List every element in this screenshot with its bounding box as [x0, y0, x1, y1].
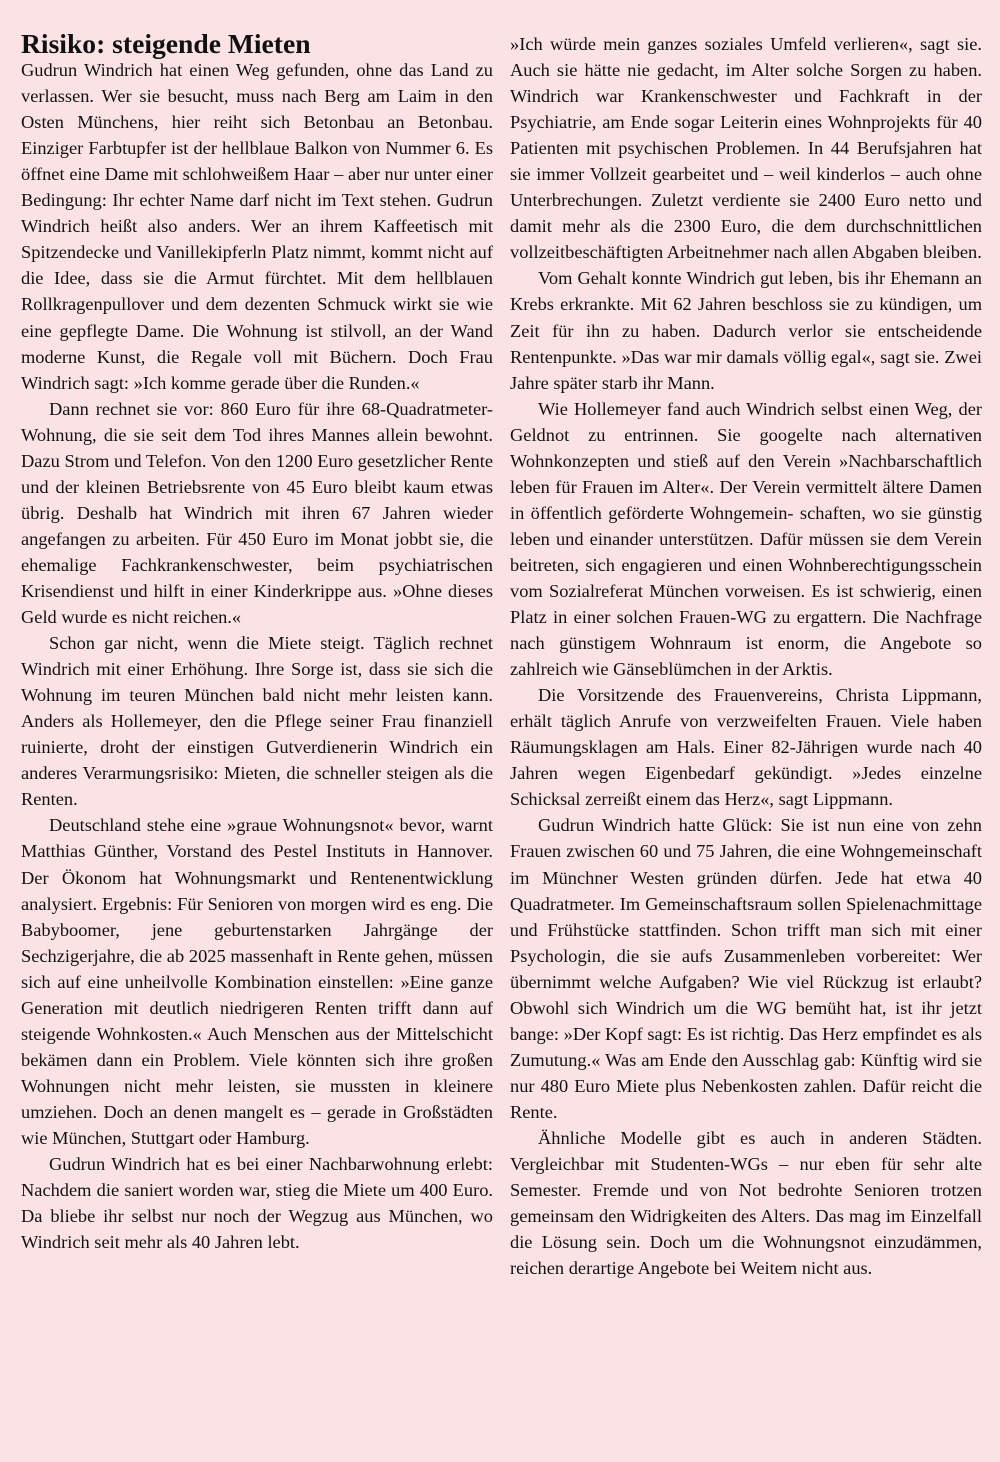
- right-column: [510, 31, 982, 1281]
- paragraph: Gudrun Windrich hat einen Weg gefunden, ohne das Land zu verlassen. Wer sie besucht, muss nach Berg am Laim in den Osten Münchens, hier reiht sich Betonbau an Betonbau. Einziger Farbtupfer ist der hellblaue Balkon von Nummer 6. Es öffnet eine Dame mit schlohweißem Haar – aber nur unter einer Bedingung: Ihr echter Name darf nicht im Text stehen. Gudrun Windrich heißt also anders. Wer an ihrem Kaffeetisch mit Spitzendecke und Vanillekipferln Platz nimmt, kommt nicht auf die Idee, dass sie die Armut fürchtet. Mit dem hellblauen Rollkragenpullover und dem dezenten Schmuck wirkt sie wie eine gepflegte Dame. Die Wohnung ist stilvoll, an der Wand moderne Kunst, die Regale voll mit Büchern. Doch Frau Windrich sagt: »Ich komme gerade über die Runden.«: [21, 60, 493, 393]
- section-heading: Risiko: steigende Mieten: [21, 28, 311, 59]
- paragraph: Die Vorsitzende des Frauenvereins, Christa Lippmann, erhält täglich Anrufe von verzweifelten Frauen. Viele haben Räumungsklagen am Hals. Einer 82-Jährigen wurde nach 40 Jahren wegen Eigenbedarf gekündigt. »Jedes einzelne Schicksal zerreißt einem das Herz«, sagt Lippmann.: [510, 685, 982, 810]
- paragraph: Gudrun Windrich hatte Glück: Sie ist nun eine von zehn Frauen zwischen 60 und 75 Jahren, die eine Wohngemeinschaft im Münchner Westen gründen dürfen. Jede hat etwa 40 Quadratmeter. Im Gemeinschaftsraum sollen Spielenachmittage und Frühstücke stattfinden. Schon trifft man sich mit einer Psychologin, die sie aufs Zusammenleben vorbereitet: Wer übernimmt welche Aufgaben? Wie viel Rückzug ist erlaubt? Obwohl sich Windrich um die WG bemüht hat, ist ihr jetzt bange: »Der Kopf sagt: Es ist richtig. Das Herz empfindet es als Zumutung.« Was am Ende den Ausschlag gab: Künftig wird sie nur 480 Euro Miete plus Nebenkosten zahlen. Dafür reicht die Rente.: [510, 815, 982, 1122]
- paragraph: Ähnliche Modelle gibt es auch in anderen Städten. Vergleichbar mit Studenten-WGs – nur eben für sehr alte Semester. Fremde und von Not bedrohte Senioren trotzen gemeinsam den Widrigkeiten des Alters. Das mag im Einzelfall die Lösung sein. Doch um die Wohnungsnot einzudämmen, reichen derartige Angebote bei Weitem nicht aus.: [510, 1127, 982, 1279]
- paragraph: Schon gar nicht, wenn die Miete steigt. Täglich rechnet Windrich mit einer Erhöhung. Ihre Sorge ist, dass sie sich die Wohnung im teuren München bald nicht mehr leisten kann. Anders als Hollemeyer, den die Pflege seiner Frau finanziell ruinierte, droht der einstigen Gutverdienerin Windrich ein anderes Verarmungsrisiko: Mieten, die schneller steigen als die Renten.: [21, 633, 493, 810]
- left-column: [21, 28, 493, 1255]
- paragraph: Vom Gehalt konnte Windrich gut leben, bis ihr Ehemann an Krebs erkrankte. Mit 62 Jahren beschloss sie zu kündigen, um Zeit für ihn zu haben. Dadurch verlor sie entscheidende Rentenpunkte. »Das war mir damals völlig egal«, sagt sie. Zwei Jahre später starb ihr Mann.: [510, 268, 982, 393]
- paragraph: Wie Hollemeyer fand auch Windrich selbst einen Weg, der Geldnot zu entrinnen. Sie googelte nach alternativen Wohnkonzepten und stieß auf den Verein »Nachbarschaftlich leben für Frauen im Alter«. Der Verein vermittelt ältere Damen in öffentlich geförderte Wohngemein- schaften, wo sie günstig leben und einander unterstützen. Dafür müssen sie dem Verein beitreten, sich engagieren und einen Wohnberechtigungsschein vom Sozialreferat München vorweisen. Es ist schwierig, einen Platz in einer solchen Frauen-WG zu ergattern. Die Nachfrage nach günstigem Wohnraum ist enorm, die Angebote so zahlreich wie Gänseblümchen in der Arktis.: [510, 398, 982, 680]
- paragraph: Gudrun Windrich hat es bei einer Nachbarwohnung erlebt: Nachdem die saniert worden war, stieg die Miete um 400 Euro. Da bliebe ihr selbst nur noch der Wegzug aus München, wo Windrich seit mehr als 40 Jahren lebt.: [21, 1154, 493, 1253]
- paragraph: Deutschland stehe eine »graue Wohnungsnot« bevor, warnt Matthias Günther, Vorstand des Pestel Instituts in Hannover. Der Ökonom hat Wohnungsmarkt und Rentenentwicklung analysiert. Ergebnis: Für Senioren von morgen wird es eng. Die Babyboomer, jene geburtenstarken Jahrgänge der Sechzigerjahre, die ab 2025 massenhaft in Rente gehen, müssen sich auf eine unheilvolle Kombination einstellen: »Eine ganze Generation mit deutlich niedrigeren Renten trifft dann auf steigende Wohnkosten.« Auch Menschen aus der Mittelschicht bekämen dann ein Problem. Viele könnten sich ihre großen Wohnungen nicht mehr leisten, sie mussten in kleinere umziehen. Doch an denen mangelt es – gerade in Großstädten wie München, Stuttgart oder Hamburg.: [21, 815, 493, 1148]
- paragraph: »Ich würde mein ganzes soziales Umfeld verlieren«, sagt sie. Auch sie hätte nie gedacht, im Alter solche Sorgen zu haben. Windrich war Krankenschwester und Fachkraft in der Psychiatrie, am Ende sogar Leiterin eines Wohnprojekts für 40 Patienten mit psychischen Problemen. In 44 Berufsjahren hat sie immer Vollzeit gearbeitet und – weil kinderlos – auch ohne Unterbrechungen. Zuletzt verdiente sie 2400 Euro netto und damit mehr als die 2300 Euro, die dem durchschnittlichen vollzeitbeschäftigten Arbeitnehmer nach allen Abgaben bleiben.: [510, 34, 982, 263]
- paragraph: Dann rechnet sie vor: 860 Euro für ihre 68-Quadratmeter-Wohnung, die sie seit dem Tod ihres Mannes allein bewohnt. Dazu Strom und Telefon. Von den 1200 Euro gesetzlicher Rente und der kleinen Betriebsrente von 45 Euro bleibt kaum etwas übrig. Deshalb hat Windrich mit ihren 67 Jahren wieder angefangen zu arbeiten. Für 450 Euro im Monat jobbt sie, die ehemalige Fachkrankenschwester, beim psychiatrischen Krisendienst und hilft in einer Kinderkrippe aus. »Ohne dieses Geld wurde es nicht reichen.«: [21, 398, 493, 628]
